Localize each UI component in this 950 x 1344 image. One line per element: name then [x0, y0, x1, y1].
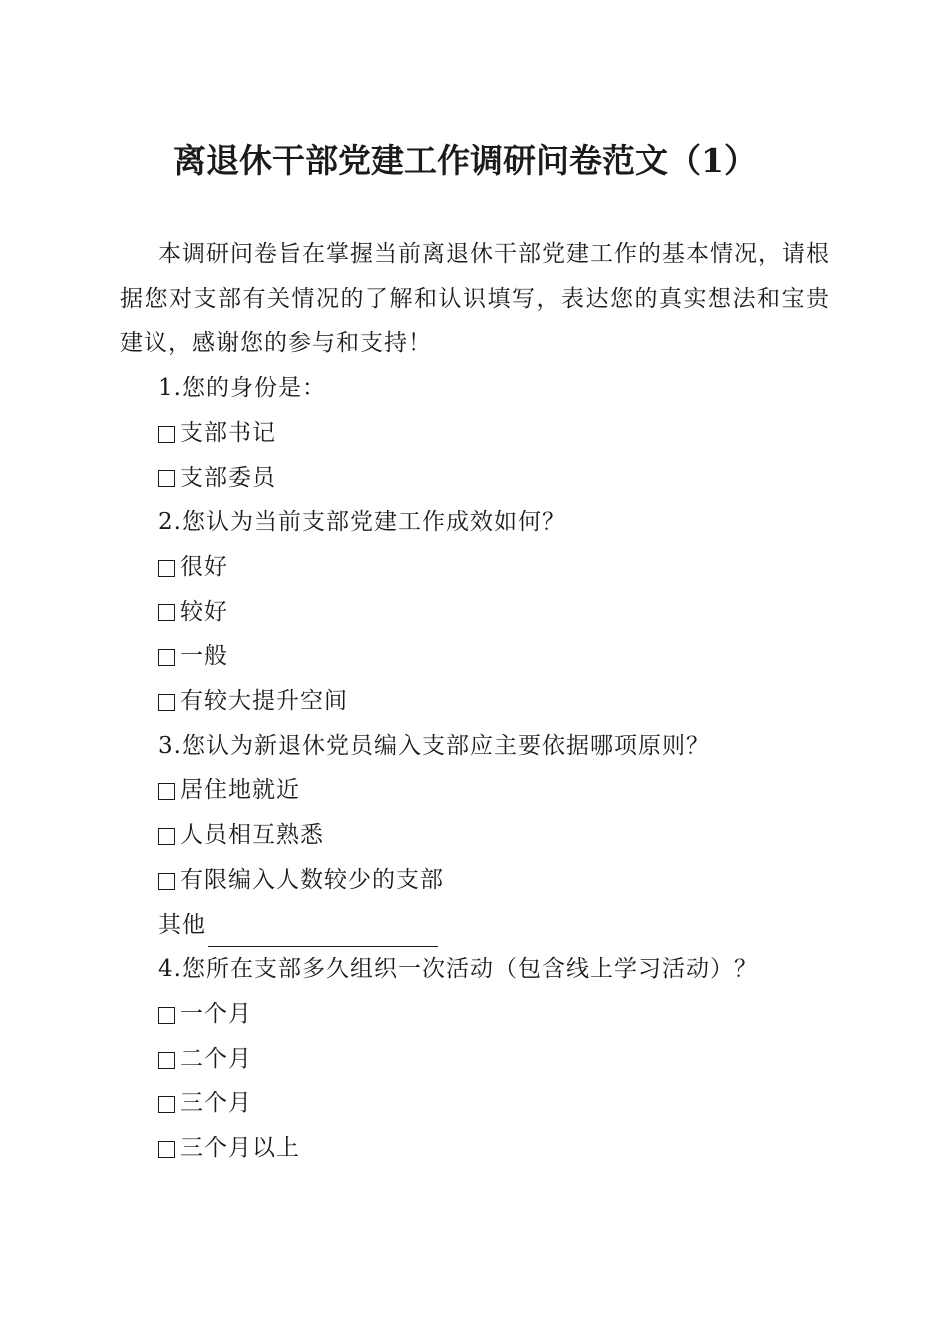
- checkbox-icon[interactable]: [158, 1052, 175, 1069]
- option-label: 有限编入人数较少的支部: [180, 866, 444, 893]
- checkbox-icon[interactable]: [158, 560, 175, 577]
- option-label: 一个月: [180, 1000, 252, 1027]
- checkbox-icon[interactable]: [158, 873, 175, 890]
- intro-paragraph: 本调研问卷旨在掌握当前离退休干部党建工作的基本情况，请根据您对支部有关情况的了解和认识填写，表达您的真实想法和宝贵建议，感谢您的参与和支持！: [120, 241, 830, 357]
- option-label: 二个月: [180, 1045, 252, 1072]
- option-q4-4[interactable]: [120, 1126, 830, 1171]
- option-label: 有较大提升空间: [180, 688, 348, 715]
- checkbox-icon[interactable]: [158, 783, 175, 800]
- option-label: 支部书记: [180, 419, 276, 446]
- checkbox-icon[interactable]: [158, 426, 175, 443]
- checkbox-icon[interactable]: [158, 470, 175, 487]
- option-q2-4[interactable]: [120, 679, 830, 724]
- option-q3-3[interactable]: [120, 858, 830, 903]
- checkbox-icon[interactable]: [158, 1096, 175, 1113]
- question-1: 1.您的身份是：: [158, 375, 326, 402]
- question-4: 4.您所在支部多久组织一次活动（包含线上学习活动）？: [158, 956, 758, 983]
- option-q4-3[interactable]: [120, 1081, 830, 1126]
- checkbox-icon[interactable]: [158, 828, 175, 845]
- checkbox-icon[interactable]: [158, 1007, 175, 1024]
- option-q1-1[interactable]: [120, 411, 830, 456]
- option-label: 较好: [180, 598, 228, 625]
- other-label: 其他: [158, 911, 206, 938]
- other-fill-blank[interactable]: [208, 918, 438, 947]
- option-label: 人员相互熟悉: [180, 822, 324, 849]
- option-label: 三个月: [180, 1090, 252, 1117]
- question-2: 2.您认为当前支部党建工作成效如何？: [158, 509, 566, 536]
- option-q2-2[interactable]: [120, 590, 830, 635]
- option-q3-2[interactable]: [120, 813, 830, 858]
- option-q4-1[interactable]: [120, 992, 830, 1037]
- question-3: 3.您认为新退休党员编入支部应主要依据哪项原则？: [158, 732, 710, 759]
- survey-body: [120, 232, 830, 1171]
- option-q2-1[interactable]: [120, 545, 830, 590]
- option-label: 支部委员: [180, 464, 276, 491]
- checkbox-icon[interactable]: [158, 604, 175, 621]
- checkbox-icon[interactable]: [158, 694, 175, 711]
- option-label: 一般: [180, 643, 228, 670]
- option-q3-other: [120, 903, 830, 948]
- option-q4-2[interactable]: [120, 1037, 830, 1082]
- option-label: 三个月以上: [180, 1135, 300, 1162]
- checkbox-icon[interactable]: [158, 649, 175, 666]
- option-label: 很好: [180, 553, 228, 580]
- option-q1-2[interactable]: [120, 456, 830, 501]
- document-title: 离退休干部党建工作调研问卷范文（1）: [173, 141, 757, 180]
- checkbox-icon[interactable]: [158, 1141, 175, 1158]
- option-q2-3[interactable]: [120, 634, 830, 679]
- option-q3-1[interactable]: [120, 768, 830, 813]
- option-label: 居住地就近: [180, 777, 300, 804]
